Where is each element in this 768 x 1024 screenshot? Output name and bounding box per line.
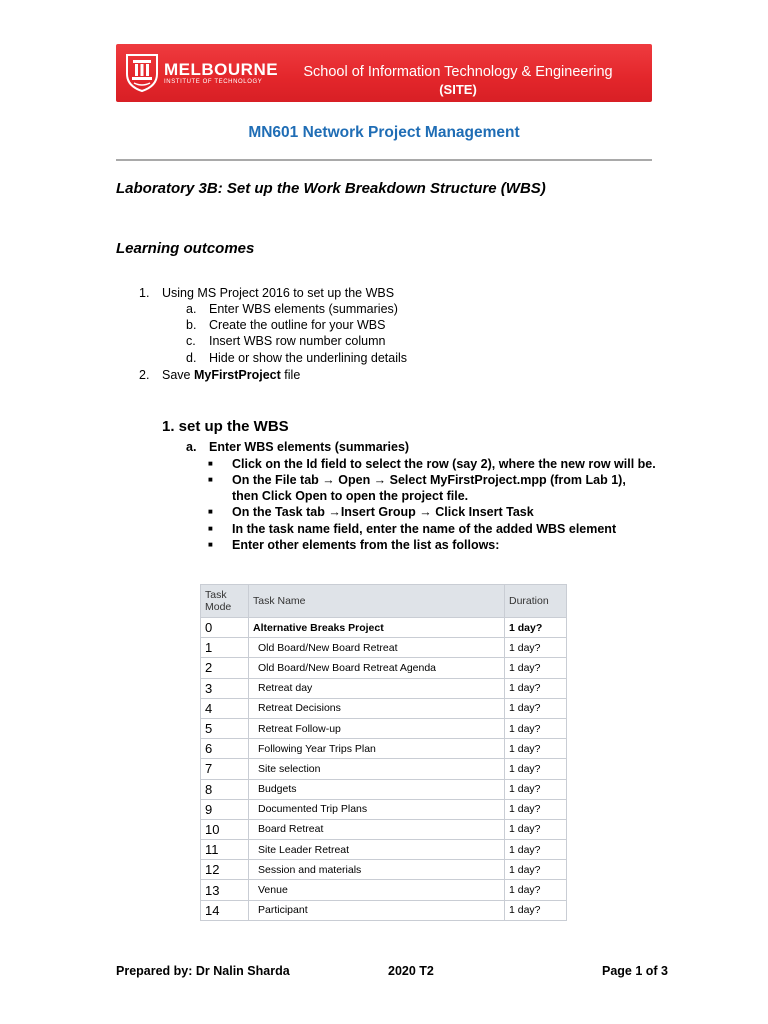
task-duration-cell: 1 day? <box>505 759 567 779</box>
task-id-cell: 12 <box>201 860 249 880</box>
bullet-icon: ■ <box>208 475 213 484</box>
learning-outcomes-heading: Learning outcomes <box>116 240 255 257</box>
bullet-icon: ■ <box>208 507 213 516</box>
task-id-cell: 6 <box>201 739 249 759</box>
task-name-cell: Site selection <box>249 759 505 779</box>
task-duration-cell: 1 day? <box>505 799 567 819</box>
section-sub-text <box>209 439 409 455</box>
task-id-cell: 14 <box>201 900 249 920</box>
instruction-bullet: On the Task tab →Insert Group → Click Insert Task <box>232 505 534 519</box>
outcome-sub-text: Create the outline for your WBS <box>209 318 386 332</box>
outcome-sub-letter: d. <box>186 351 197 365</box>
task-name-cell: Old Board/New Board Retreat <box>249 638 505 658</box>
task-duration-cell: 1 day? <box>505 900 567 920</box>
column-header-task-mode: Task Mode <box>201 585 249 618</box>
task-table <box>200 584 567 921</box>
outcome-text <box>162 367 300 383</box>
table-row <box>201 618 567 638</box>
instruction-bullet: Click on the Id field to select the row (say 2), where the new row will be. <box>232 457 656 471</box>
task-duration-cell: 1 day? <box>505 819 567 839</box>
table-row <box>201 739 567 759</box>
task-duration-cell: 1 day? <box>505 658 567 678</box>
task-id-cell: 8 <box>201 779 249 799</box>
task-id-cell: 10 <box>201 819 249 839</box>
footer-page-number: Page 1 of 3 <box>602 964 668 978</box>
section-heading: 1. set up the WBS <box>162 418 289 435</box>
task-duration-cell: 1 day? <box>505 739 567 759</box>
task-id-cell: 4 <box>201 698 249 718</box>
instruction-bullet-continued: then Click Open to open the project file. <box>232 489 469 503</box>
outcome-number: 1. <box>139 286 150 300</box>
task-id-cell: 11 <box>201 840 249 860</box>
lab-title: Laboratory 3B: Set up the Work Breakdown Structure (WBS) <box>116 180 546 197</box>
task-id-cell: 5 <box>201 718 249 738</box>
task-name-cell: Board Retreat <box>249 819 505 839</box>
school-abbreviation: (SITE) <box>439 82 477 97</box>
column-header-task-name: Task Name <box>249 585 505 618</box>
task-name-cell: Venue <box>249 880 505 900</box>
logo-wordmark: MELBOURNE <box>164 60 279 79</box>
table-row <box>201 698 567 718</box>
outcome-sub-letter: a. <box>186 302 197 316</box>
task-name-cell: Budgets <box>249 779 505 799</box>
outcome-text-suffix: file <box>280 368 301 382</box>
table-row <box>201 840 567 860</box>
task-id-cell: 13 <box>201 880 249 900</box>
column-header-duration: Duration <box>505 585 567 618</box>
institute-logo <box>124 52 279 94</box>
task-name-cell: Alternative Breaks Project <box>249 618 505 638</box>
institute-seal-icon <box>124 52 160 92</box>
task-duration-cell: 1 day? <box>505 779 567 799</box>
outcome-sub-text: Insert WBS row number column <box>209 334 386 348</box>
table-row <box>201 819 567 839</box>
outcome-sub-text: Enter WBS elements (summaries) <box>209 302 398 316</box>
task-name-cell: Retreat Decisions <box>249 698 505 718</box>
instruction-bullet: In the task name field, enter the name of the added WBS element <box>232 522 617 536</box>
outcome-text: Using MS Project 2016 to set up the WBS <box>162 286 395 300</box>
table-row <box>201 799 567 819</box>
table-row <box>201 880 567 900</box>
outcome-sub-letter: b. <box>186 318 197 332</box>
task-name-cell: Following Year Trips Plan <box>249 739 505 759</box>
header-banner <box>116 44 652 102</box>
task-name-cell: Documented Trip Plans <box>249 799 505 819</box>
table-header-row <box>201 585 567 618</box>
task-name-cell: Site Leader Retreat <box>249 840 505 860</box>
outcome-text-prefix: Save <box>162 368 194 382</box>
bullet-icon: ■ <box>208 459 213 468</box>
task-duration-cell: 1 day? <box>505 618 567 638</box>
task-name-cell: Participant <box>249 900 505 920</box>
instruction-bullet: Enter other elements from the list as follows: <box>232 538 500 552</box>
table-row <box>201 779 567 799</box>
bullet-icon: ■ <box>208 540 213 549</box>
logo-subtitle: INSTITUTE OF TECHNOLOGY <box>164 79 263 85</box>
task-name-cell: Retreat Follow-up <box>249 718 505 738</box>
task-id-cell: 9 <box>201 799 249 819</box>
footer-term: 2020 T2 <box>388 964 434 978</box>
task-duration-cell: 1 day? <box>505 718 567 738</box>
section-sub-bold: summaries <box>338 440 405 454</box>
task-name-cell: Old Board/New Board Retreat Agenda <box>249 658 505 678</box>
outcome-sub-text: Hide or show the underlining details <box>209 351 408 365</box>
outcome-file-name: MyFirstProject <box>193 368 281 382</box>
task-id-cell: 0 <box>201 618 249 638</box>
instruction-bullet: On the File tab → Open → Select MyFirstProject.mpp (from Lab 1), <box>232 473 626 487</box>
task-name-cell: Session and materials <box>249 860 505 880</box>
section-sub-suffix: ) <box>404 440 410 454</box>
school-name: School of Information Technology & Engineering <box>303 64 613 80</box>
task-id-cell: 3 <box>201 678 249 698</box>
task-duration-cell: 1 day? <box>505 860 567 880</box>
table-body <box>201 618 567 921</box>
table-row <box>201 678 567 698</box>
section-sub-letter: a. <box>186 440 197 454</box>
task-id-cell: 1 <box>201 638 249 658</box>
task-duration-cell: 1 day? <box>505 698 567 718</box>
outcome-number: 2. <box>139 368 150 382</box>
bullet-icon: ■ <box>208 524 213 533</box>
table-row <box>201 759 567 779</box>
section-sub-prefix: Enter WBS elements ( <box>209 440 339 454</box>
table-row <box>201 900 567 920</box>
task-id-cell: 2 <box>201 658 249 678</box>
task-name-cell: Retreat day <box>249 678 505 698</box>
outcome-sub-letter: c. <box>186 334 196 348</box>
table-row <box>201 638 567 658</box>
table-row <box>201 860 567 880</box>
table-row <box>201 658 567 678</box>
footer-author: Prepared by: Dr Nalin Sharda <box>116 964 290 978</box>
task-id-cell: 7 <box>201 759 249 779</box>
task-duration-cell: 1 day? <box>505 840 567 860</box>
header-divider <box>116 159 652 161</box>
course-title: MN601 Network Project Management <box>248 124 520 141</box>
task-duration-cell: 1 day? <box>505 880 567 900</box>
task-duration-cell: 1 day? <box>505 678 567 698</box>
task-duration-cell: 1 day? <box>505 638 567 658</box>
table-row <box>201 718 567 738</box>
